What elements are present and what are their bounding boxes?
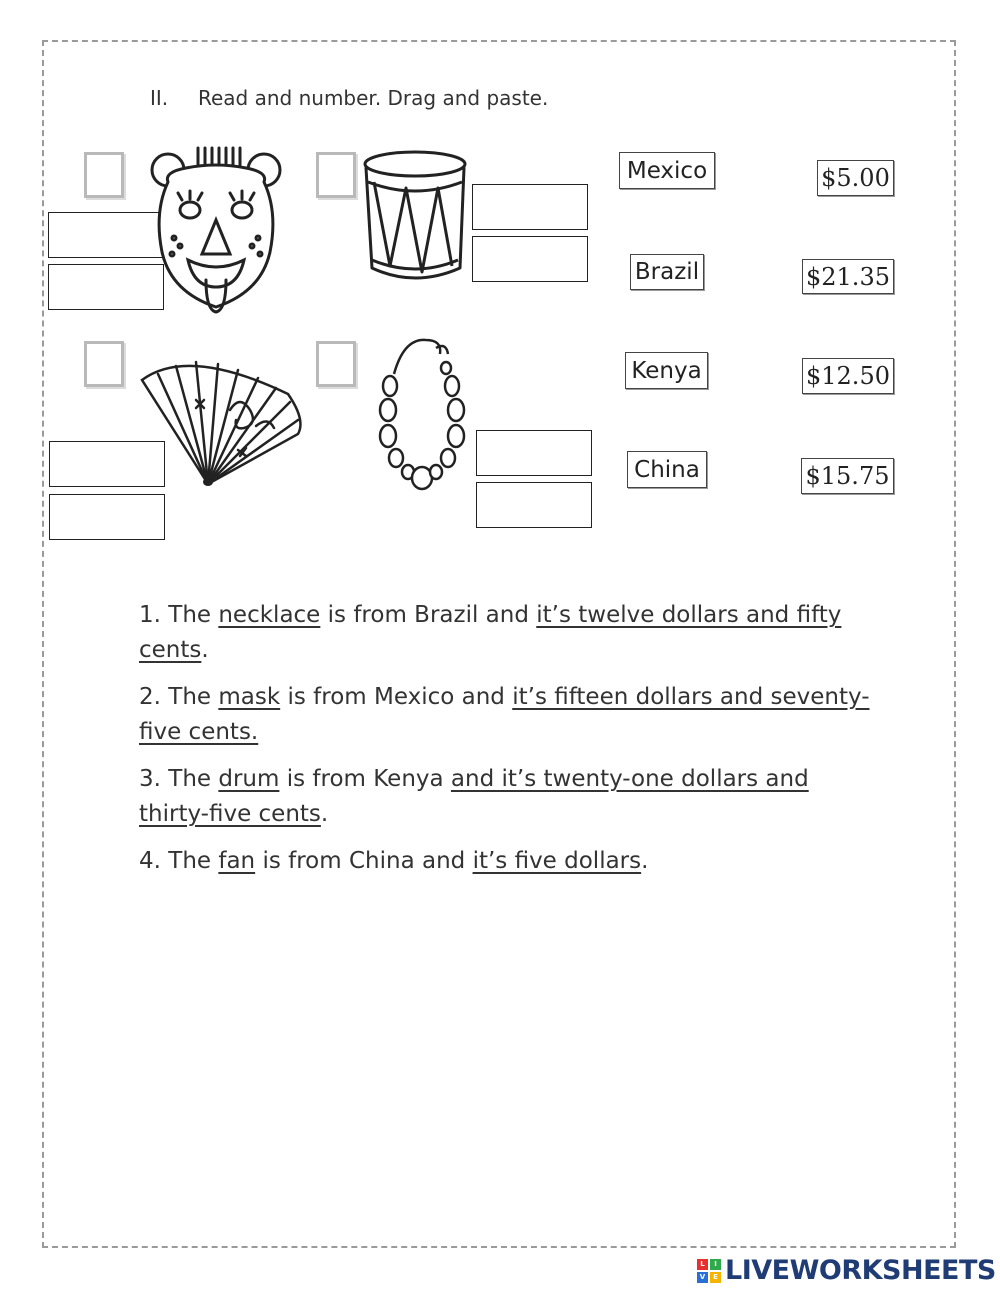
- country-label-brazil[interactable]: Brazil: [630, 254, 704, 290]
- sentence-2: 2. The mask is from Mexico and it’s fifteen dollars and seventy-five cents.: [139, 684, 870, 745]
- number-box-drum[interactable]: [316, 152, 356, 198]
- necklace-image: [374, 334, 470, 492]
- country-label-mexico[interactable]: Mexico: [619, 152, 715, 189]
- instruction-number: II.: [150, 86, 169, 110]
- sentence-3: 3. The drum is from Kenya and it’s twenty-one dollars and thirty-five cents.: [139, 766, 809, 827]
- necklace-price-drop[interactable]: [476, 482, 592, 528]
- number-box-fan[interactable]: [84, 341, 124, 387]
- price-label-15-75[interactable]: $15.75: [801, 458, 894, 494]
- logo-blocks-icon: L I V E: [697, 1259, 721, 1283]
- sentence-list: [139, 598, 879, 891]
- price-label-12-50[interactable]: $12.50: [802, 358, 894, 394]
- liveworksheets-logo: [697, 1255, 996, 1286]
- number-box-mask[interactable]: [84, 152, 124, 198]
- drum-country-drop[interactable]: [472, 184, 588, 230]
- drum-price-drop[interactable]: [472, 236, 588, 282]
- instruction-text: Read and number. Drag and paste.: [198, 86, 549, 110]
- instruction: [150, 86, 548, 110]
- number-box-necklace[interactable]: [316, 341, 356, 387]
- mask-image: [146, 142, 286, 317]
- necklace-country-drop[interactable]: [476, 430, 592, 476]
- fan-price-drop[interactable]: [49, 494, 165, 540]
- country-label-china[interactable]: China: [627, 451, 707, 488]
- logo-text: LIVEWORKSHEETS: [725, 1255, 996, 1286]
- price-label-21-35[interactable]: $21.35: [802, 259, 894, 294]
- fan-image: [138, 350, 306, 490]
- price-label-5-00[interactable]: $5.00: [817, 160, 894, 196]
- sentence-1: 1. The necklace is from Brazil and it’s twelve dollars and fifty cents.: [139, 602, 842, 663]
- drum-image: [360, 148, 470, 288]
- sentence-4: 4. The fan is from China and it’s five dollars.: [139, 848, 649, 874]
- country-label-kenya[interactable]: Kenya: [625, 352, 708, 389]
